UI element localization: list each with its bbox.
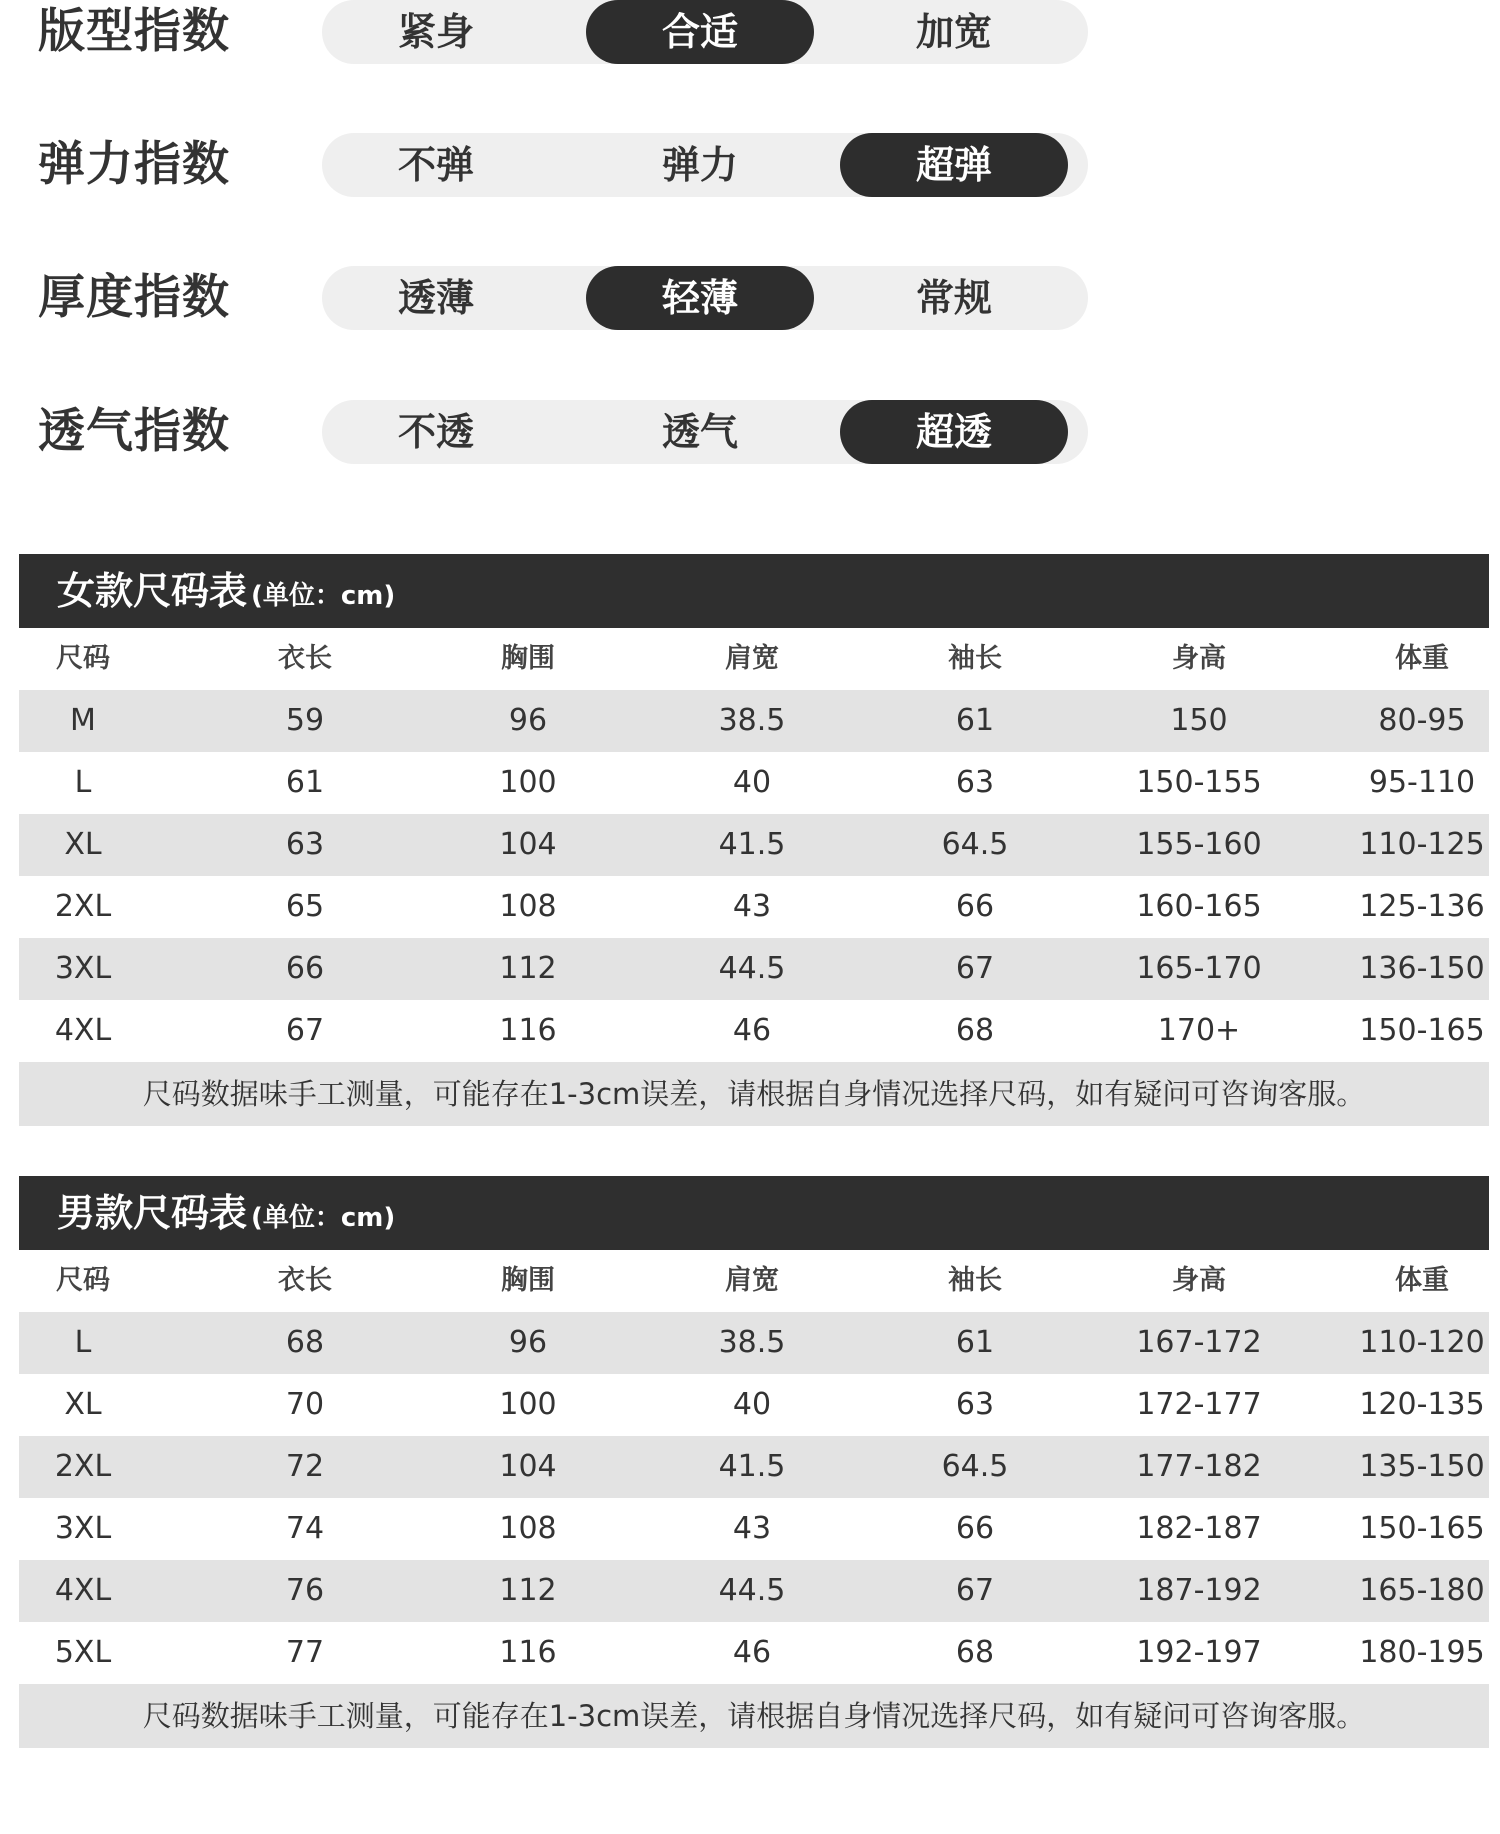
table-cell: 76: [285, 1573, 325, 1608]
elasticity-index-row: [0, 133, 1500, 197]
table-cell: 104: [499, 1449, 557, 1484]
table-cell: 63: [955, 1387, 995, 1422]
table-cell: 43: [732, 889, 772, 924]
column-header: 体重: [1395, 643, 1449, 674]
table-cell: 40: [732, 765, 772, 800]
table-unit: (单位：cm): [251, 1203, 396, 1233]
table-row: [19, 690, 1489, 752]
table-cell: 150-165: [1359, 1511, 1485, 1546]
thickness-index-scale: [322, 266, 1088, 330]
table-cell: 4XL: [54, 1573, 112, 1608]
index-option: 不弹: [397, 143, 474, 187]
table-cell: 108: [499, 889, 557, 924]
elasticity-index-scale: [322, 133, 1088, 197]
table-cell: 135-150: [1359, 1449, 1485, 1484]
table-cell: 136-150: [1359, 951, 1485, 986]
table-cell: 64.5: [941, 827, 1009, 862]
table-cell: 96: [508, 1325, 548, 1360]
table-cell: 46: [732, 1013, 772, 1048]
table-header-bar: [19, 554, 1489, 628]
column-header: 身高: [1172, 643, 1226, 674]
table-cell: 4XL: [54, 1013, 112, 1048]
table-row: [19, 938, 1489, 1000]
table-column-headers: [19, 1250, 1489, 1312]
table-cell: 100: [499, 765, 557, 800]
table-row: [19, 752, 1489, 814]
table-cell: 160-165: [1136, 889, 1262, 924]
table-cell: 95-110: [1368, 765, 1476, 800]
column-header: 胸围: [501, 643, 555, 674]
table-cell: 177-182: [1136, 1449, 1262, 1484]
table-cell: 74: [285, 1511, 325, 1546]
table-cell: 112: [499, 951, 557, 986]
table-cell: 44.5: [718, 1573, 786, 1608]
table-row: [19, 1000, 1489, 1062]
table-cell: 2XL: [54, 889, 112, 924]
table-cell: 96: [508, 703, 548, 738]
measurement-note: 尺码数据味手工测量，可能存在1-3cm误差，请根据自身情况选择尺码，如有疑问可咨询客服。: [19, 1062, 1489, 1126]
column-header: 身高: [1172, 1265, 1226, 1296]
table-cell: 172-177: [1136, 1387, 1262, 1422]
table-row: [19, 1374, 1489, 1436]
table-cell: 46: [732, 1635, 772, 1670]
table-cell: 5XL: [54, 1635, 112, 1670]
index-option: 常规: [915, 276, 992, 320]
table-cell: XL: [64, 827, 102, 862]
table-cell: 116: [499, 1635, 557, 1670]
table-row: [19, 814, 1489, 876]
table-cell: 61: [955, 1325, 995, 1360]
table-cell: 108: [499, 1511, 557, 1546]
table-cell: 44.5: [718, 951, 786, 986]
table-row: [19, 876, 1489, 938]
table-cell: 3XL: [54, 1511, 112, 1546]
index-option-selected: 超透: [840, 400, 1068, 464]
table-cell: 61: [955, 703, 995, 738]
table-row: [19, 1560, 1489, 1622]
column-header: 尺码: [56, 643, 110, 674]
table-cell: 3XL: [54, 951, 112, 986]
thickness-index-label: 厚度指数: [38, 270, 230, 325]
index-option: 弹力: [661, 143, 738, 187]
table-cell: 63: [955, 765, 995, 800]
table-cell: 63: [285, 827, 325, 862]
table-cell: 65: [285, 889, 325, 924]
table-cell: 155-160: [1136, 827, 1262, 862]
table-cell: 150: [1170, 703, 1228, 738]
fit-index-row: [0, 0, 1500, 64]
table-cell: 67: [285, 1013, 325, 1048]
table-cell: 112: [499, 1573, 557, 1608]
table-cell: XL: [64, 1387, 102, 1422]
table-cell: 116: [499, 1013, 557, 1048]
table-title-text: 男款尺码表: [57, 1191, 248, 1235]
table-cell: 165-170: [1136, 951, 1262, 986]
table-cell: 182-187: [1136, 1511, 1262, 1546]
fit-index-label: 版型指数: [38, 4, 230, 59]
table-cell: 68: [285, 1325, 325, 1360]
men-size-table: [19, 1176, 1489, 1748]
table-cell: 38.5: [718, 1325, 786, 1360]
measurement-note: 尺码数据味手工测量，可能存在1-3cm误差，请根据自身情况选择尺码，如有疑问可咨询客服。: [19, 1684, 1489, 1748]
table-cell: 2XL: [54, 1449, 112, 1484]
table-cell: 66: [285, 951, 325, 986]
table-cell: 40: [732, 1387, 772, 1422]
table-cell: 61: [285, 765, 325, 800]
table-cell: 67: [955, 951, 995, 986]
index-option-selected: 合适: [586, 0, 814, 64]
table-cell: 120-135: [1359, 1387, 1485, 1422]
table-cell: 66: [955, 889, 995, 924]
table-cell: 38.5: [718, 703, 786, 738]
table-title: [57, 1176, 395, 1250]
column-header: 衣长: [278, 1265, 332, 1296]
table-title-text: 女款尺码表: [57, 569, 248, 613]
table-cell: 68: [955, 1635, 995, 1670]
table-cell: L: [74, 765, 92, 800]
table-cell: 150-165: [1359, 1013, 1485, 1048]
table-cell: 165-180: [1359, 1573, 1485, 1608]
table-cell: 150-155: [1136, 765, 1262, 800]
table-cell: 80-95: [1378, 703, 1466, 738]
table-cell: 68: [955, 1013, 995, 1048]
thickness-index-row: [0, 266, 1500, 330]
index-option-selected: 超弹: [840, 133, 1068, 197]
breathability-index-row: [0, 400, 1500, 464]
women-size-table: [19, 554, 1489, 1126]
table-cell: 67: [955, 1573, 995, 1608]
table-cell: 66: [955, 1511, 995, 1546]
table-row: [19, 1622, 1489, 1684]
table-column-headers: [19, 628, 1489, 690]
table-cell: 41.5: [718, 827, 786, 862]
table-unit: (单位：cm): [251, 581, 396, 611]
table-cell: 64.5: [941, 1449, 1009, 1484]
fit-index-scale: [322, 0, 1088, 64]
table-cell: 125-136: [1359, 889, 1485, 924]
table-cell: 192-197: [1136, 1635, 1262, 1670]
column-header: 肩宽: [725, 1265, 779, 1296]
table-title: [57, 554, 395, 628]
column-header: 胸围: [501, 1265, 555, 1296]
breathability-index-scale: [322, 400, 1088, 464]
breathability-index-label: 透气指数: [38, 404, 230, 459]
index-option: 加宽: [915, 10, 992, 54]
elasticity-index-label: 弹力指数: [38, 137, 230, 192]
table-cell: 41.5: [718, 1449, 786, 1484]
index-option: 透气: [661, 410, 738, 454]
column-header: 体重: [1395, 1265, 1449, 1296]
column-header: 袖长: [948, 1265, 1002, 1296]
table-cell: M: [70, 703, 96, 738]
column-header: 袖长: [948, 643, 1002, 674]
column-header: 尺码: [56, 1265, 110, 1296]
table-cell: 72: [285, 1449, 325, 1484]
table-cell: 43: [732, 1511, 772, 1546]
column-header: 肩宽: [725, 643, 779, 674]
table-cell: 170+: [1157, 1013, 1241, 1048]
table-cell: 100: [499, 1387, 557, 1422]
index-option: 紧身: [397, 10, 474, 54]
table-row: [19, 1436, 1489, 1498]
table-row: [19, 1312, 1489, 1374]
table-cell: 180-195: [1359, 1635, 1485, 1670]
table-cell: 167-172: [1136, 1325, 1262, 1360]
table-cell: 77: [285, 1635, 325, 1670]
index-option: 不透: [397, 410, 474, 454]
table-cell: 110-125: [1359, 827, 1485, 862]
table-header-bar: [19, 1176, 1489, 1250]
table-cell: 104: [499, 827, 557, 862]
table-row: [19, 1498, 1489, 1560]
index-option: 透薄: [397, 276, 474, 320]
table-cell: 70: [285, 1387, 325, 1422]
table-cell: 110-120: [1359, 1325, 1485, 1360]
table-cell: 59: [285, 703, 325, 738]
index-option-selected: 轻薄: [586, 266, 814, 330]
table-cell: 187-192: [1136, 1573, 1262, 1608]
column-header: 衣长: [278, 643, 332, 674]
table-cell: L: [74, 1325, 92, 1360]
